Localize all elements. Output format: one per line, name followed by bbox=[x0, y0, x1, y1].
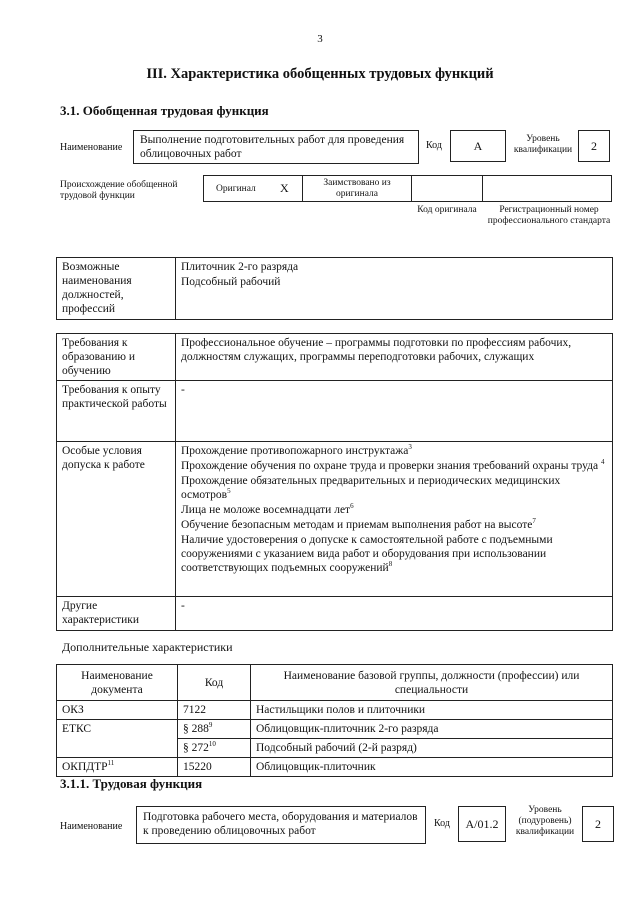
table-row: ОКЗ 7122 Настильщики полов и плиточники bbox=[57, 701, 613, 720]
table-row: ЕТКС § $288^9$ Облицовщик-плиточник 2-го разряда bbox=[57, 720, 613, 739]
additional-table bbox=[56, 664, 613, 777]
special-condition: Прохождение обучения по охране труда и проверки знания требований охраны труда $^4$ bbox=[181, 458, 605, 472]
footnote-ref: 7 bbox=[532, 517, 536, 526]
col-doc-header: Наименование документа bbox=[57, 665, 178, 701]
special-condition: Наличие удостоверения о допуске к самостоятельной работе с подъемными сооружениями с указанием вида работ и оборудования при использовании соответствующих подъемных сооружений$^8$ bbox=[181, 534, 553, 574]
req-other-label: Другие характеристики bbox=[57, 597, 176, 631]
req-education-label: Требования к образованию и обучению bbox=[57, 334, 176, 381]
special-condition: Лица не моложе восемнадцати лет$^6$ bbox=[181, 502, 354, 516]
gtf-name-value: Выполнение подготовительных работ для проведения облицовочных работ bbox=[133, 130, 419, 164]
table-row: ОКПДТР$^{11}$ 15220 Облицовщик-плиточник bbox=[57, 758, 613, 777]
tf-code-value: А/01.2 bbox=[458, 806, 506, 842]
reg-number-cell bbox=[482, 175, 612, 202]
original-label: Оригинал bbox=[216, 184, 256, 194]
origin-borrowed-cell bbox=[302, 175, 412, 202]
footnote-ref: 4 bbox=[600, 458, 605, 467]
positions-table bbox=[56, 257, 613, 320]
page-number: 3 bbox=[317, 33, 323, 45]
footnote-ref: 5 bbox=[227, 487, 231, 496]
section-title: III. Характеристика обобщенных трудовых функций bbox=[146, 66, 494, 82]
gtf-code-value: А bbox=[450, 130, 506, 162]
footnote-ref: 6 bbox=[350, 502, 354, 511]
position-item: Подсобный рабочий bbox=[181, 276, 281, 288]
gtf-level-value: 2 bbox=[578, 130, 610, 162]
tf-code-label: Код bbox=[434, 818, 450, 829]
origin-code-cell bbox=[411, 175, 483, 202]
additional-heading: Дополнительные характеристики bbox=[62, 640, 233, 654]
footnote-ref: 3 bbox=[408, 443, 412, 452]
origin-code-caption: Код оригинала bbox=[417, 205, 477, 215]
gtf-name-label: Наименование bbox=[60, 142, 123, 153]
req-special-label: Особые условия допуска к работе bbox=[57, 442, 176, 597]
tf-level-value: 2 bbox=[582, 806, 614, 842]
origin-label: Происхождение обобщенной трудовой функции bbox=[60, 180, 178, 201]
origin-original-cell bbox=[203, 175, 303, 202]
tf-heading: 3.1.1. Трудовая функция bbox=[60, 776, 203, 791]
requirements-table bbox=[56, 333, 613, 631]
req-other-value: - bbox=[176, 597, 613, 631]
position-item: Плиточник 2-го разряда bbox=[181, 261, 299, 273]
req-education-value: Профессиональное обучение – программы подготовки по профессиям рабочих, должностям служащих, программы переподготовки рабочих, служащих bbox=[176, 334, 613, 381]
gtf-heading: 3.1. Обобщенная трудовая функция bbox=[60, 103, 269, 118]
footnote-ref: 8 bbox=[388, 560, 393, 569]
req-experience-value: - bbox=[176, 381, 613, 442]
col-name-header: Наименование базовой группы, должности (профессии) или специальности bbox=[251, 665, 613, 701]
gtf-code-label: Код bbox=[426, 140, 442, 151]
special-condition: Прохождение обязательных предварительных и периодических медицинских осмотров$^5$ bbox=[181, 475, 561, 501]
original-mark: X bbox=[280, 181, 289, 195]
tf-level-label: Уровень (подуровень) квалификации bbox=[515, 805, 575, 837]
tf-name-value: Подготовка рабочего места, оборудования и материалов к проведению облицовочных работ bbox=[136, 806, 426, 844]
positions-label: Возможные наименования должностей, профессий bbox=[57, 258, 176, 320]
reg-number-caption: Регистрационный номер профессионального стандарта bbox=[487, 205, 611, 226]
req-special-values bbox=[176, 442, 613, 597]
borrowed-label: Заимствовано из оригинала bbox=[323, 178, 391, 199]
req-experience-label: Требования к опыту практической работы bbox=[57, 381, 176, 442]
tf-name-label: Наименование bbox=[60, 821, 123, 832]
col-code-header: Код bbox=[178, 665, 251, 701]
special-condition: Прохождение противопожарного инструктажа$^3$ bbox=[181, 443, 412, 457]
gtf-level-label: Уровень квалификации bbox=[513, 134, 573, 155]
positions-values bbox=[176, 258, 613, 320]
table-row: § $272^{10}$ Подсобный рабочий (2-й разряд) bbox=[57, 739, 613, 758]
special-condition: Обучение безопасным методам и приемам выполнения работ на высоте$^7$ bbox=[181, 517, 536, 531]
